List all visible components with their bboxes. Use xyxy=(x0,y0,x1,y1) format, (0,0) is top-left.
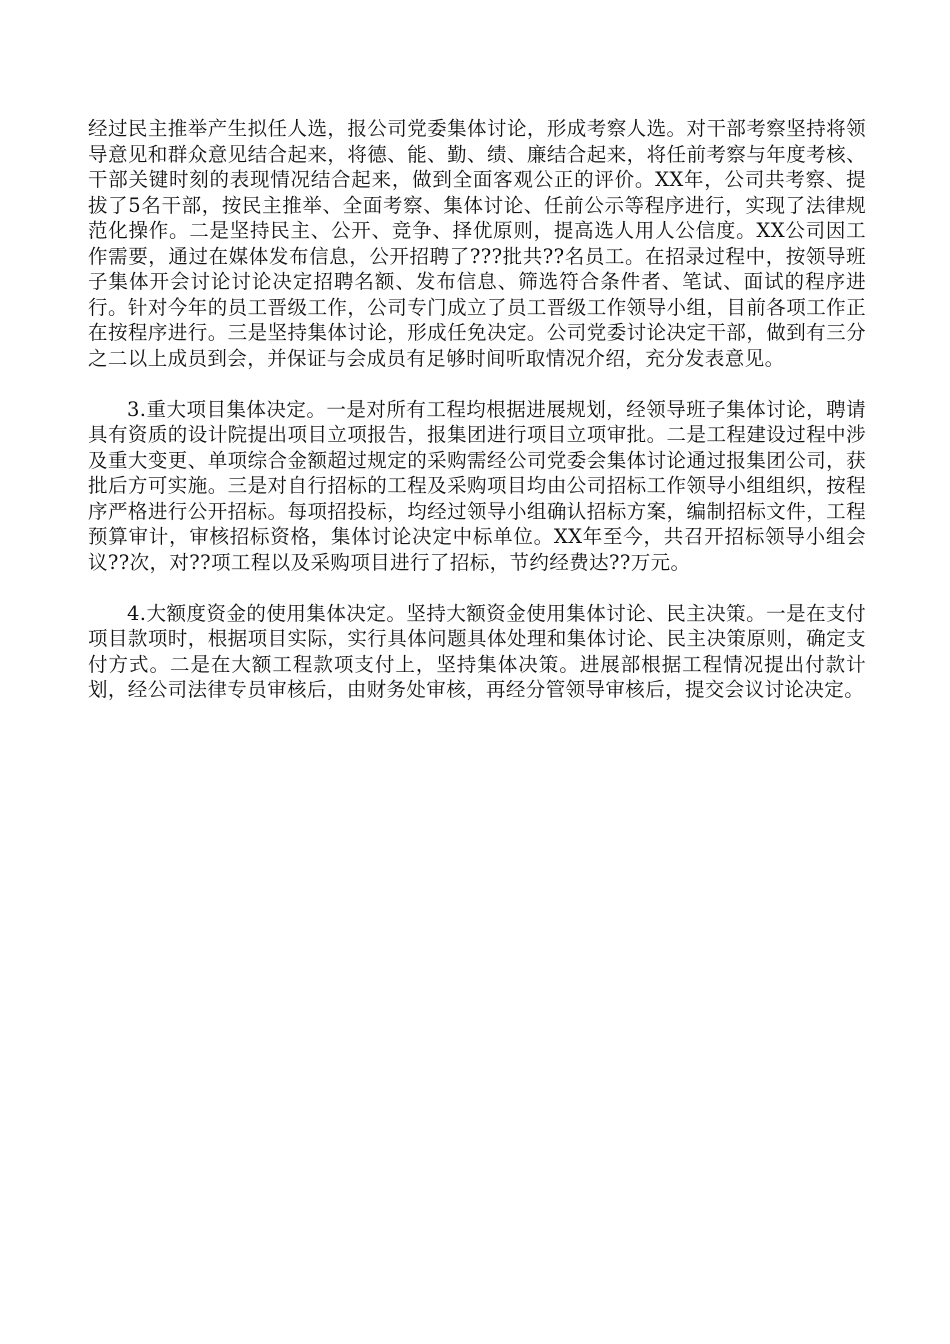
paragraph-major-projects: 3.重大项目集体决定。一是对所有工程均根据进展规划，经领导班子集体讨论，聘请具有资质的设计院提出项目立项报告，报集团进行项目立项审批。二是工程建设过程中涉及重大变更、单项综合金额超过规定的采购需经公司党委会集体讨论通过报集团公司，获批后方可实施。三是对自行招标的工程及采购项目均由公司招标工作领导小组组织，按程序严格进行公开招标。每项招投标，均经过领导小组确认招标方案，编制招标文件，工程预算审计，审核招标资格，集体讨论决定中标单位。XX年至今，共召开招标领导小组会议??次，对??项工程以及采购项目进行了招标，节约经费达??万元。 xyxy=(88,397,866,574)
paragraph-cadre-selection: 经过民主推举产生拟任人选，报公司党委集体讨论，形成考察人选。对干部考察坚持将领导意见和群众意见结合起来，将德、能、勤、绩、廉结合起来，将任前考察与年度考核、干部关键时刻的表现情况结合起来，做到全面客观公正的评价。XX年，公司共考察、提拔了5名干部，按民主推举、全面考察、集体讨论、任前公示等程序进行，实现了法律规范化操作。二是坚持民主、公开、竞争、择优原则，提高选人用人公信度。XX公司因工作需要，通过在媒体发布信息，公开招聘了???批共??名员工。在招录过程中，按领导班子集体开会讨论讨论决定招聘名额、发布信息、筛选符合条件者、笔试、面试的程序进行。针对今年的员工晋级工作，公司专门成立了员工晋级工作领导小组，目前各项工作正在按程序进行。三是坚持集体讨论，形成任免决定。公司党委讨论决定干部，做到有三分之二以上成员到会，并保证与会成员有足够时间听取情况介绍，充分发表意见。 xyxy=(88,117,866,370)
paragraph-large-funds: 4.大额度资金的使用集体决定。坚持大额资金使用集体讨论、民主决策。一是在支付项目款项时，根据项目实际，实行具体问题具体处理和集体讨论、民主决策原则，确定支付方式。二是在大额工程款项支付上，坚持集体决策。进展部根据工程情况提出付款计划，经公司法律专员审核后，由财务处审核，再经分管领导审核后，提交会议讨论决定。 xyxy=(88,601,866,701)
document-body xyxy=(88,116,866,728)
